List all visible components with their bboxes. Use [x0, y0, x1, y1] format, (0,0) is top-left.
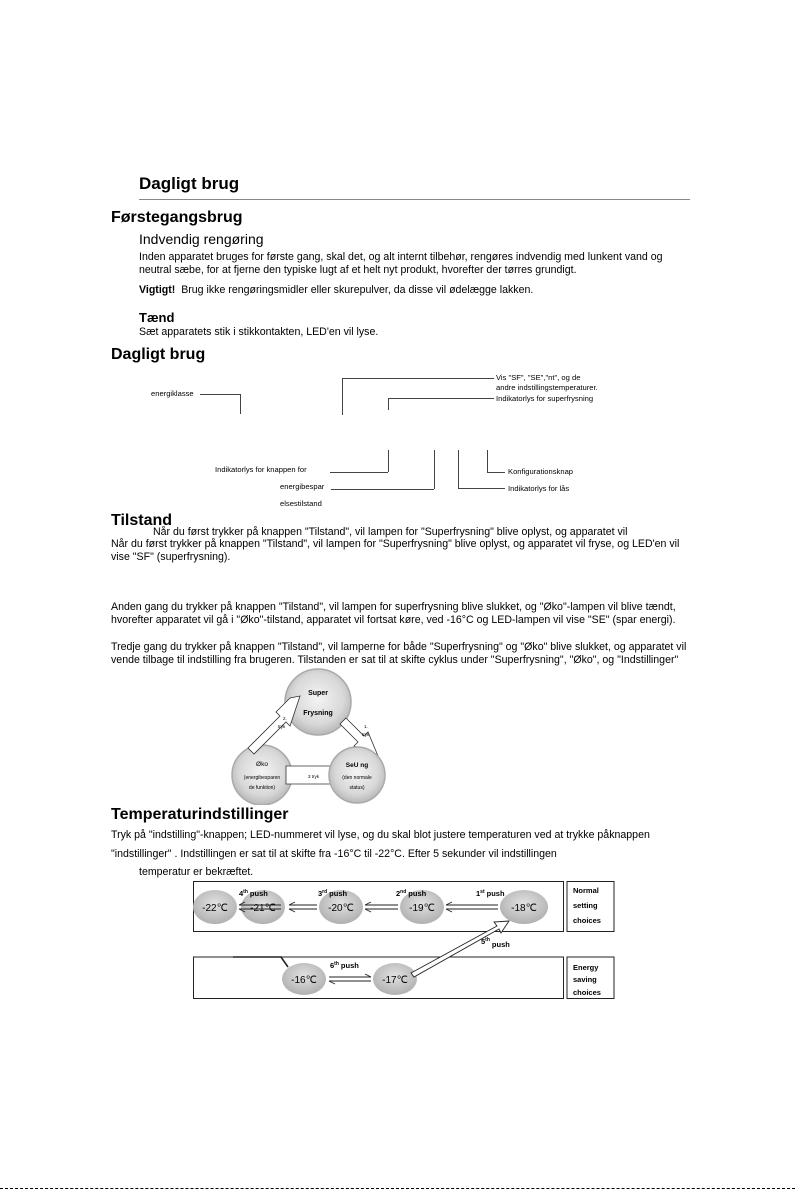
- push6-label: 6th push: [330, 961, 359, 970]
- temp-value-4: -19℃: [409, 903, 435, 914]
- page-bottom-rule: [0, 1188, 795, 1189]
- normal-label-1: Normal: [573, 886, 599, 895]
- mode-p1-line2: vise "SF" (superfrysning).: [111, 551, 231, 563]
- mode-p2-line2: hvorefter apparatet vil gå i "Øko"-tilstand, apparatet vil fortsat køre, ved -16°C og LED-lampen vil vise "SE" (spar energi).: [111, 614, 676, 626]
- push4-label: 4th push: [239, 889, 268, 898]
- temp-value-1: -22℃: [202, 903, 228, 914]
- leader-energy-v: [240, 394, 241, 414]
- mode-heading: Tilstand: [111, 512, 173, 529]
- superfreeze-line2: Frysning: [303, 710, 333, 717]
- temperature-line-3: temperatur er bekræftet.: [139, 866, 254, 878]
- temperature-line-1: Tryk på "indstilling"-knappen; LED-nummeret vil lyse, og du skal blot justere temperaturen ved at trykke påknappen: [111, 829, 650, 841]
- important-label: Vigtigt!: [139, 284, 176, 296]
- mode-p3-line1: Tredje gang du trykker på knappen "Tilstand", vil lamperne for både "Superfrysning" og "Øko" blive slukket, og apparatet vil: [111, 641, 687, 653]
- setting-sub2: status): [349, 785, 365, 791]
- energy-label-2: saving: [573, 975, 597, 984]
- page-title: Dagligt brug: [139, 174, 240, 193]
- eco-sub1: (energibesparen: [243, 775, 281, 781]
- mode-p2-line1: Anden gang du trykker på knappen "Tilstand", vil lampen for superfrysning blive slukket, og "Øko"-lampen vil blive tændt,: [111, 601, 676, 613]
- normal-label-3: choices: [573, 916, 601, 925]
- leader-energy-h: [200, 394, 240, 395]
- leader-config-v: [487, 450, 488, 472]
- leader-display-h: [342, 378, 494, 379]
- temp-value-3: -20℃: [328, 903, 354, 914]
- interior-cleaning-heading: Indvendig rengøring: [139, 231, 264, 247]
- push1-b: tryk: [362, 732, 370, 737]
- push2-b: tryk: [278, 724, 286, 729]
- leader-lock-v: [458, 450, 459, 488]
- title-divider: [139, 199, 690, 200]
- push1-label: 1st push: [476, 889, 505, 898]
- leader-display-v: [342, 378, 343, 415]
- normal-label-2: setting: [573, 901, 598, 910]
- label-config-button: Konfigurationsknap: [508, 467, 574, 476]
- leader-superfreeze-h: [388, 398, 494, 399]
- eco-sub2: de funktion): [248, 785, 276, 791]
- label-display-2: andre indstillingstemperaturer.: [496, 383, 598, 392]
- energy-value-1: -16℃: [291, 975, 317, 986]
- leader-superfreeze-v: [388, 398, 389, 410]
- mode-p3-line2: vende tilbage til indstilling fra brugeren. Tilstanden er sat til at skifte cyklus under "Superfrysning", "Øko", og "Indstillinger": [111, 654, 679, 666]
- energy-value-2: -17℃: [382, 975, 408, 986]
- push2-a: 2.: [283, 716, 287, 721]
- push3-label: 3 tryk: [308, 774, 320, 779]
- push1-a: 1.: [364, 724, 368, 729]
- temp-value-5: -18℃: [511, 903, 537, 914]
- leader-eco2-v: [434, 450, 435, 489]
- power-text: Sæt apparatets stik i stikkontakten, LED'en vil lyse.: [139, 326, 379, 338]
- temperature-heading: Temperaturindstillinger: [111, 806, 289, 823]
- mode-overlap-line: Når du først trykker på knappen "Tilstand", vil lampen for "Superfrysning" blive oplyst, og apparatet vil: [153, 526, 628, 538]
- push3-label: 3rd push: [318, 889, 348, 898]
- arrow-6th-push: [329, 974, 371, 984]
- mode-cycle-right: [327, 745, 387, 805]
- arrow-push2: [248, 696, 300, 754]
- arrow-1st-push: [446, 902, 498, 912]
- push5-label: 5th push: [481, 937, 510, 949]
- energy-frame-notch: [233, 957, 288, 967]
- daily-use-heading: Dagligt brug: [111, 346, 206, 363]
- label-display-1: Vis "SF", "SE","nt", og de: [496, 373, 581, 382]
- leader-lock-h: [458, 488, 505, 489]
- label-eco-3: elsestilstand: [280, 499, 322, 508]
- leader-eco2-h: [331, 489, 434, 490]
- first-use-heading: Førstegangsbrug: [111, 209, 243, 226]
- label-lock-indicator: Indikatorlys for lås: [508, 484, 570, 493]
- energy-label-3: choices: [573, 988, 601, 997]
- important-note: [139, 284, 533, 297]
- normal-row: [193, 889, 548, 924]
- power-heading: Tænd: [139, 310, 175, 325]
- energy-label-1: Energy: [573, 963, 599, 972]
- label-eco-1: Indikatorlys for knappen for: [215, 465, 307, 474]
- interior-line-1: Inden apparatet bruges for første gang, skal det, og alt internt tilbehør, rengøres indvendig med lunkent vand og: [139, 251, 663, 263]
- temperature-diagram: [193, 881, 615, 999]
- temperature-line-2: "indstillinger" . Indstillingen er sat til at skifte fra -16°C til -22°C. Efter 5 sekunder vil indstillingen: [111, 848, 557, 860]
- setting-title: SeU ng: [345, 762, 369, 769]
- setting-sub1: (den normale: [342, 775, 372, 781]
- label-superfreeze-indicator: Indikatorlys for superfrysning: [496, 394, 594, 403]
- leader-eco-v: [388, 450, 389, 472]
- energy-row: [233, 957, 417, 995]
- label-energy-class: energiklasse: [151, 389, 194, 398]
- label-eco-2: energibespar: [280, 482, 325, 491]
- superfreeze-line1: Super: [308, 690, 328, 697]
- leader-config-h: [487, 472, 505, 473]
- important-text: Brug ikke rengøringsmidler eller skurepulver, da disse vil ødelægge lakken.: [181, 284, 534, 296]
- arrow-5th-push: [411, 921, 509, 977]
- temp-value-2: -21℃: [250, 903, 276, 914]
- eco-title: Øko: [256, 761, 268, 768]
- interior-line-2: neutral sæbe, for at fjerne den typiske lugt af et helt nyt produkt, hvorefter der tørres grundigt.: [139, 264, 577, 276]
- mode-p1-line1: Når du først trykker på knappen "Tilstand", vil lampen for "Superfrysning" blive oplyst, og apparatet vil fryse, og LED'en vil: [111, 538, 680, 550]
- leader-eco-h: [330, 472, 388, 473]
- arrow-3rd-push: [289, 902, 317, 912]
- push2-label: 2nd push: [396, 889, 427, 898]
- arrow-2nd-push: [365, 902, 398, 912]
